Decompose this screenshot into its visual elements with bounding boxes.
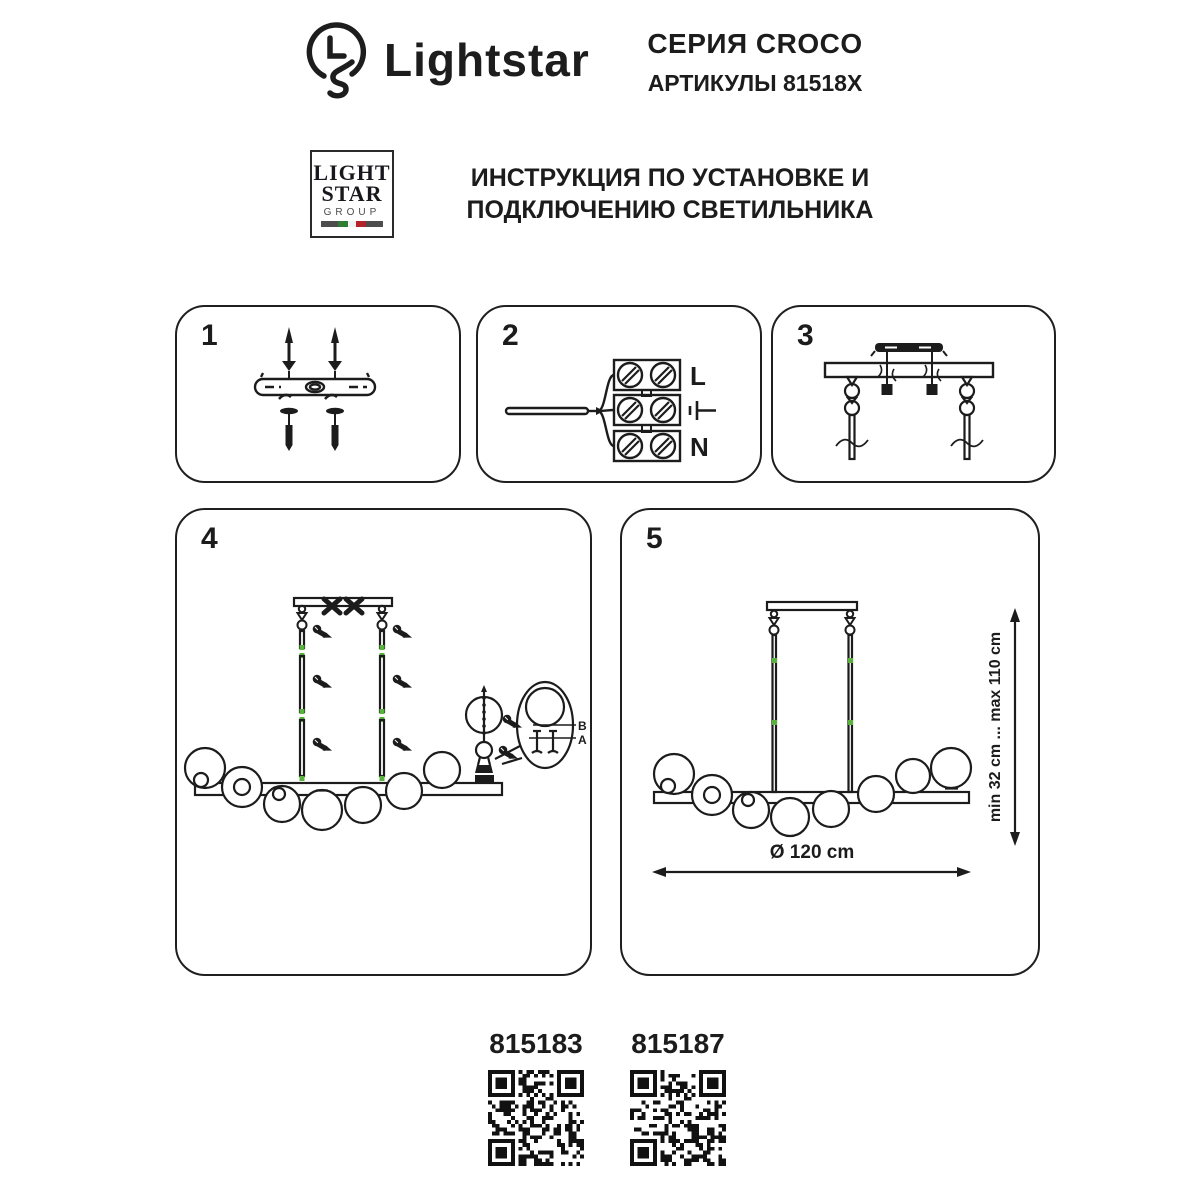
terminal-label-neutral: N	[690, 432, 709, 462]
panel-step-1	[175, 305, 461, 483]
step-number: 2	[502, 319, 519, 352]
rod-connector-icon	[836, 377, 983, 459]
top-bracket	[294, 598, 392, 606]
suspension-rod	[770, 611, 779, 792]
canopy-mounting-diagram	[773, 307, 1054, 481]
step-number: 4	[201, 522, 218, 555]
wall-anchor-icon	[279, 395, 344, 451]
series-title: СЕРИЯ CROCO	[647, 28, 863, 59]
qr-code	[488, 1070, 584, 1166]
ceiling-screw-icon	[282, 327, 342, 379]
brand-logo	[300, 12, 590, 108]
mounting-bar	[255, 373, 375, 395]
width-dimension-arrow	[652, 867, 971, 877]
canopy-plate	[825, 363, 993, 377]
instruction-title-line2: ПОДКЛЮЧЕНИЮ СВЕТИЛЬНИКА	[466, 196, 874, 224]
terminal-block	[614, 360, 680, 461]
step-number: 3	[797, 319, 814, 352]
wiring-diagram	[478, 307, 760, 481]
brand-name: Lightstar	[384, 34, 590, 86]
lightstar-group-logo	[310, 150, 394, 238]
detail-screw-icon	[532, 731, 558, 753]
step-number: 1	[201, 319, 218, 352]
height-dimension-label: min 32 cm ... max 110 cm	[987, 631, 1004, 823]
suspension-rod	[846, 611, 855, 792]
supply-cable	[506, 375, 614, 446]
height-dimension-arrow	[1010, 608, 1020, 846]
panel-step-4	[175, 508, 592, 976]
width-dimension-label: Ø 120 cm	[769, 842, 855, 863]
suspension-rod	[298, 606, 307, 781]
assembled-fixture-diagram	[622, 510, 1038, 974]
group-logo-flag-strip	[321, 221, 383, 227]
detail-label-a: A	[578, 733, 587, 747]
instruction-title-line1: ИНСТРУКЦИЯ ПО УСТАНОВКЕ И	[470, 164, 870, 192]
bulb-assembly	[466, 685, 519, 783]
terminal-screw-icon	[618, 363, 675, 458]
panel-step-2	[476, 305, 762, 483]
article-number-815183: 815183	[489, 1028, 583, 1059]
fixing-screw-icon	[878, 352, 941, 394]
detail-label-b: B	[578, 719, 587, 733]
qr-code	[630, 1070, 726, 1166]
assembly-diagram	[177, 510, 590, 974]
panel-step-5	[620, 508, 1040, 976]
instruction-title	[430, 162, 910, 226]
bulb-icon	[476, 742, 492, 758]
small-screw-icon	[314, 626, 409, 750]
terminal-label-live: L	[690, 361, 706, 391]
bracket-mounting-diagram	[177, 307, 459, 481]
top-bracket	[767, 602, 857, 610]
series-articles: АРТИКУЛЫ 81518X	[647, 70, 863, 96]
lightstar-bulb-icon	[300, 12, 378, 108]
group-logo-star: STAR	[321, 180, 383, 206]
article-number-815187: 815187	[631, 1028, 725, 1059]
step-number: 5	[646, 522, 663, 555]
glass-sphere	[185, 748, 460, 830]
earth-symbol-icon	[690, 401, 716, 420]
panel-step-3	[771, 305, 1056, 483]
group-logo-light: LIGHT	[313, 159, 391, 185]
ceiling-bracket	[871, 343, 947, 356]
suspension-rod	[378, 606, 387, 781]
group-logo-group: GROUP	[323, 206, 381, 218]
